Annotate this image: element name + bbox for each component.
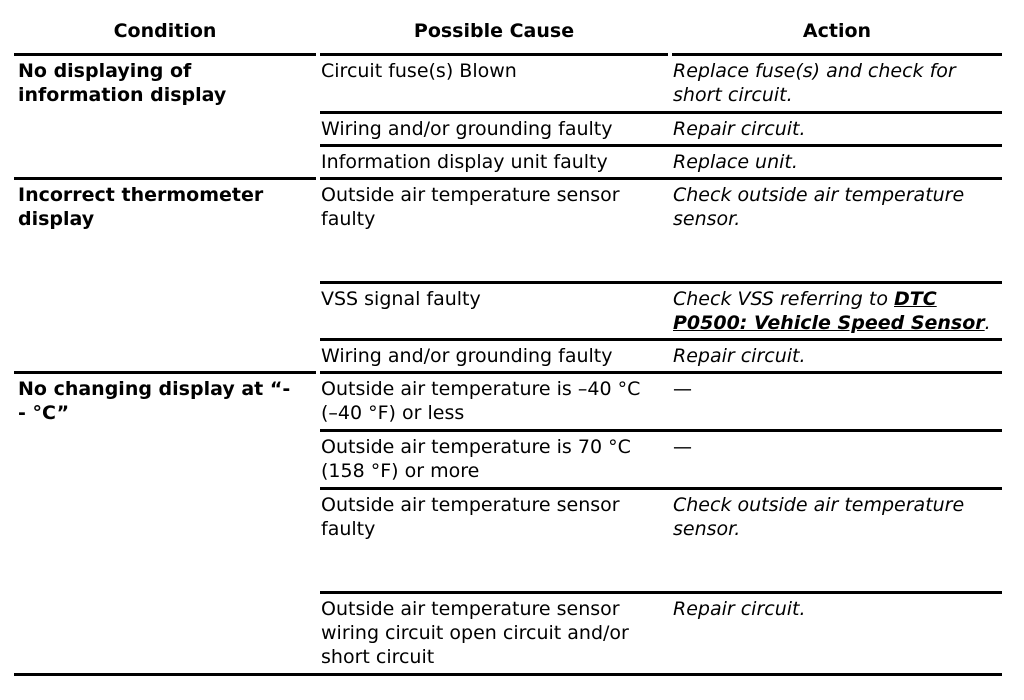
header-rule [320, 53, 668, 56]
group-divider [14, 371, 316, 374]
condition-cell: Incorrect thermometer display [18, 184, 264, 230]
dtc-link-continued[interactable]: P0500: Vehicle Speed Sensor [673, 312, 985, 334]
row-divider [320, 429, 1002, 432]
action-cell: Repair circuit. [673, 345, 806, 367]
cause-cell: Outside air temperature sensor faulty [321, 494, 620, 540]
group-divider [14, 177, 316, 180]
row-divider [320, 338, 1002, 341]
header-action: Action [802, 20, 872, 42]
condition-cell: No displaying of information display [18, 60, 227, 106]
action-cell: — [673, 378, 692, 400]
row-divider [320, 281, 1002, 284]
header-rule [672, 53, 1002, 56]
action-cell: Replace unit. [673, 151, 798, 173]
action-cell: Check outside air temperature sensor. [673, 184, 965, 230]
dtc-link[interactable]: DTC [894, 288, 937, 310]
action-cell: — [673, 436, 692, 458]
action-cell: Check outside air temperature sensor. [673, 494, 965, 540]
troubleshooting-table [14, 0, 1016, 700]
header-rule [14, 53, 316, 56]
cause-cell: Information display unit faulty [321, 151, 608, 173]
action-cell [673, 287, 1003, 335]
action-suffix: . [984, 312, 991, 334]
condition-cell: No changing display at “- - °C” [18, 378, 291, 424]
cause-cell: Outside air temperature sensor wiring circuit open circuit and/or short circuit [321, 598, 629, 668]
cause-cell: VSS signal faulty [321, 288, 481, 310]
cause-cell: Outside air temperature is –40 °C (–40 °F) or less [321, 378, 641, 424]
header-condition: Condition [113, 20, 217, 42]
cause-cell: Wiring and/or grounding faulty [321, 345, 613, 367]
row-divider [320, 591, 1002, 594]
action-cell: Repair circuit. [673, 598, 806, 620]
group-divider [320, 177, 1002, 180]
cause-cell: Outside air temperature is 70 °C (158 °F) or more [321, 436, 631, 482]
action-cell: Repair circuit. [673, 118, 806, 140]
header-cause: Possible Cause [413, 20, 575, 42]
action-cell: Replace fuse(s) and check for short circuit. [673, 60, 956, 106]
row-divider [320, 144, 1002, 147]
table-bottom-rule [14, 673, 1002, 676]
cause-cell: Circuit fuse(s) Blown [321, 60, 517, 82]
cause-cell: Outside air temperature sensor faulty [321, 184, 620, 230]
action-text: Check VSS referring to [673, 288, 895, 310]
row-divider [320, 111, 1002, 114]
cause-cell: Wiring and/or grounding faulty [321, 118, 613, 140]
group-divider [320, 371, 1002, 374]
row-divider [320, 487, 1002, 490]
